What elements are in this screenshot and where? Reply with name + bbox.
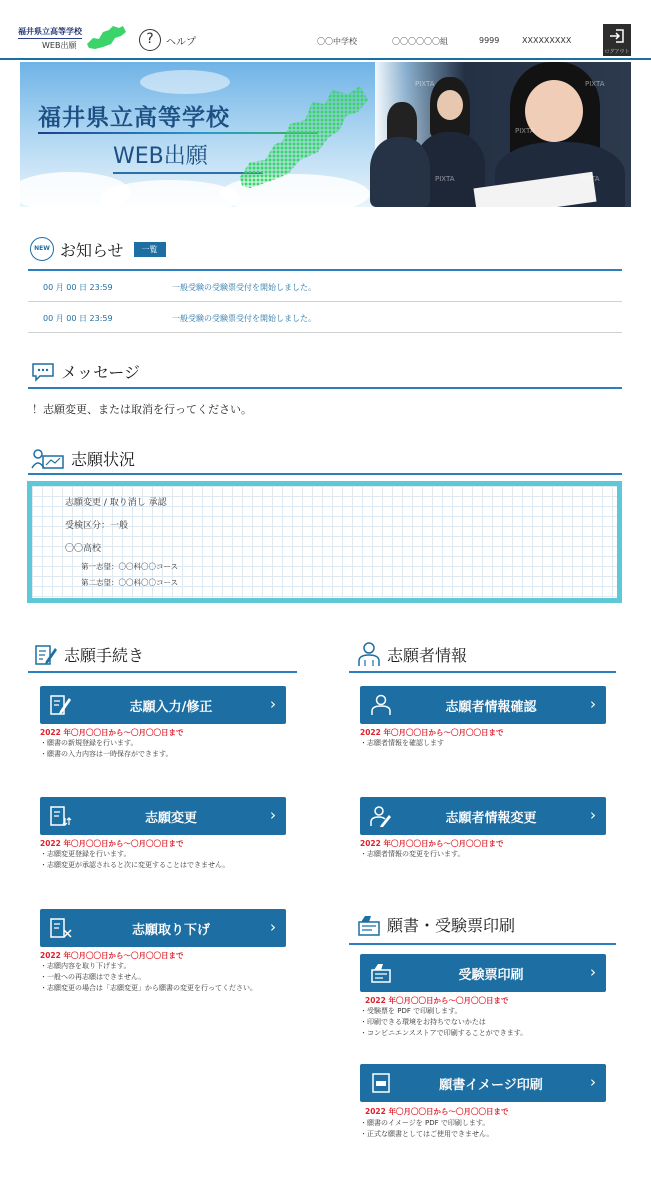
- card-description: ・願書のイメージを PDF で印刷します。 ・正式な願書としてはご使用できません。: [360, 1119, 494, 1138]
- notices-list-button[interactable]: 一覧: [134, 242, 166, 257]
- period-text: 2022 年〇月〇〇日から～〇月〇〇日まで: [360, 728, 504, 737]
- watermark: PIXTA: [585, 80, 605, 88]
- notice-link[interactable]: 一般受験の受験票受付を開始しました。: [172, 314, 316, 323]
- card-description: ・願書の新規登録を行います。 ・願書の入力内容は一時保存ができます。: [40, 739, 173, 758]
- chevron-right-icon: ›: [270, 695, 276, 713]
- logout-icon: [609, 28, 625, 44]
- edit-icon: [50, 694, 72, 716]
- chevron-right-icon: ›: [270, 806, 276, 824]
- applicant-title: 志願者情報: [387, 645, 468, 665]
- chevron-right-icon: ›: [590, 963, 596, 981]
- speech-bubble-icon: [31, 362, 55, 382]
- students-photo: [375, 62, 631, 207]
- fukui-map-icon: [85, 24, 127, 50]
- person-icon: [370, 694, 392, 716]
- edit-application-button[interactable]: [40, 686, 286, 724]
- period-text: 2022 年〇月〇〇日から～〇月〇〇日まで: [365, 996, 509, 1005]
- status-category: 受検区分：一般: [65, 521, 129, 531]
- card-description: ・志願者情報の変更を行います。: [360, 850, 465, 858]
- message-rule: [28, 387, 622, 389]
- person-icon: [357, 641, 381, 667]
- change-applicant-info-button[interactable]: [360, 797, 606, 835]
- button-label: 志願者情報変更: [445, 810, 537, 826]
- help-label: ヘルプ: [166, 36, 196, 48]
- status-title: 志願状況: [71, 450, 136, 469]
- period-text: 2022 年〇月〇〇日から～〇月〇〇日まで: [40, 951, 184, 960]
- banner-title: 福井県立高等学校: [38, 105, 230, 131]
- period-text: 2022 年〇月〇〇日から～〇月〇〇日まで: [40, 728, 184, 737]
- procedures-title: 志願手続き: [64, 646, 145, 665]
- pdf-document-icon: [370, 1072, 392, 1094]
- logo-subtitle: WEB出願: [42, 41, 77, 50]
- procedures-rule: [28, 671, 297, 673]
- procedures-header: [34, 643, 144, 666]
- watermark: PIXTA: [580, 175, 600, 183]
- button-label: 志願取り下げ: [131, 922, 210, 938]
- notice-link[interactable]: 一般受験の受験票受付を開始しました。: [172, 283, 316, 292]
- message-header: [31, 360, 140, 383]
- exam-ticket-icon: [370, 962, 392, 984]
- fukui-map-graphic: [220, 82, 370, 192]
- chevron-right-icon: ›: [590, 1073, 596, 1091]
- notices-header: [30, 237, 166, 261]
- card-description: ・志願内容を取り下げます。 ・一般への再志願はできません。 ・志願変更の場合は「志願変更」から願書の変更を行ってください。: [40, 962, 257, 992]
- button-label: 志願者情報確認: [445, 699, 537, 715]
- logout-label: ログアウト: [604, 49, 630, 55]
- watermark: PIXTA: [515, 127, 535, 135]
- watermark: PIXTA: [415, 80, 435, 88]
- person-edit-icon: [370, 805, 392, 827]
- notices-rule: [28, 269, 622, 271]
- applicant-rule: [349, 671, 616, 673]
- student-number: 9999: [479, 36, 500, 45]
- school-name: 〇〇中学校: [317, 37, 357, 46]
- status-rule: [28, 473, 622, 475]
- status-header: [31, 447, 135, 470]
- watermark: PIXTA: [435, 175, 455, 183]
- print-exam-ticket-button[interactable]: [360, 954, 606, 992]
- printing-rule: [349, 943, 616, 945]
- button-label: 志願変更: [144, 810, 197, 826]
- change-application-button[interactable]: [40, 797, 286, 835]
- banner-subtitle: WEB出願: [113, 144, 208, 169]
- chevron-right-icon: ›: [270, 918, 276, 936]
- button-label: 志願入力/修正: [129, 699, 213, 715]
- help-icon: ?: [139, 29, 161, 51]
- logout-button[interactable]: [603, 24, 631, 56]
- withdraw-application-button[interactable]: [40, 909, 286, 947]
- period-text: 2022 年〇月〇〇日から～〇月〇〇日まで: [40, 839, 184, 848]
- app-header: [0, 0, 651, 60]
- help-link[interactable]: [139, 29, 196, 51]
- card-description: ・志願者情報を確認します: [360, 739, 444, 747]
- message-text: ！志願変更、または取消を行ってください。: [32, 403, 252, 416]
- status-first-choice: 第一志望：〇〇科〇〇コース: [81, 562, 179, 571]
- printer-ticket-icon: [357, 914, 381, 936]
- chevron-right-icon: ›: [590, 695, 596, 713]
- status-panel: [27, 481, 622, 603]
- print-application-image-button[interactable]: [360, 1064, 606, 1102]
- status-approval: 志願変更 / 取り消し 承認: [65, 498, 167, 508]
- student-name: XXXXXXXXX: [522, 36, 572, 45]
- applicant-header: [357, 641, 467, 667]
- new-badge-icon: NEW: [30, 237, 54, 261]
- document-withdraw-icon: [50, 917, 72, 939]
- class-name: 〇〇〇〇〇〇組: [392, 37, 448, 46]
- application-status-icon: [31, 448, 65, 470]
- status-school: 〇〇高校: [65, 544, 102, 554]
- message-title: メッセージ: [61, 363, 141, 382]
- chevron-right-icon: ›: [590, 806, 596, 824]
- printing-header: [357, 913, 515, 936]
- printing-title: 願書・受験票印刷: [387, 916, 516, 935]
- site-logo[interactable]: [18, 26, 82, 51]
- period-text: 2022 年〇月〇〇日から～〇月〇〇日まで: [360, 839, 504, 848]
- confirm-applicant-info-button[interactable]: [360, 686, 606, 724]
- card-description: ・志願変更登録を行います。 ・志願変更が承認されると次に変更することはできません。: [40, 850, 230, 869]
- button-label: 受験票印刷: [458, 967, 524, 983]
- card-description: ・受験票を PDF で印刷します。 ・印刷できる環境をお持ちでないかたは ・コンビニエンスストアで印刷することができます。: [360, 1007, 528, 1037]
- divider: [28, 301, 622, 302]
- notice-date: 00 月 00 日 23:59: [43, 283, 113, 292]
- notices-title: お知らせ: [60, 240, 124, 260]
- hero-banner: [20, 62, 631, 207]
- button-label: 願書イメージ印刷: [439, 1077, 543, 1093]
- period-text: 2022 年〇月〇〇日から～〇月〇〇日まで: [365, 1107, 509, 1116]
- status-second-choice: 第二志望：〇〇科〇〇コース: [81, 578, 179, 587]
- notice-date: 00 月 00 日 23:59: [43, 314, 113, 323]
- logo-title: 福井県立高等学校: [18, 26, 82, 39]
- edit-document-icon: [34, 644, 58, 666]
- divider: [28, 332, 622, 333]
- document-change-icon: [50, 805, 72, 827]
